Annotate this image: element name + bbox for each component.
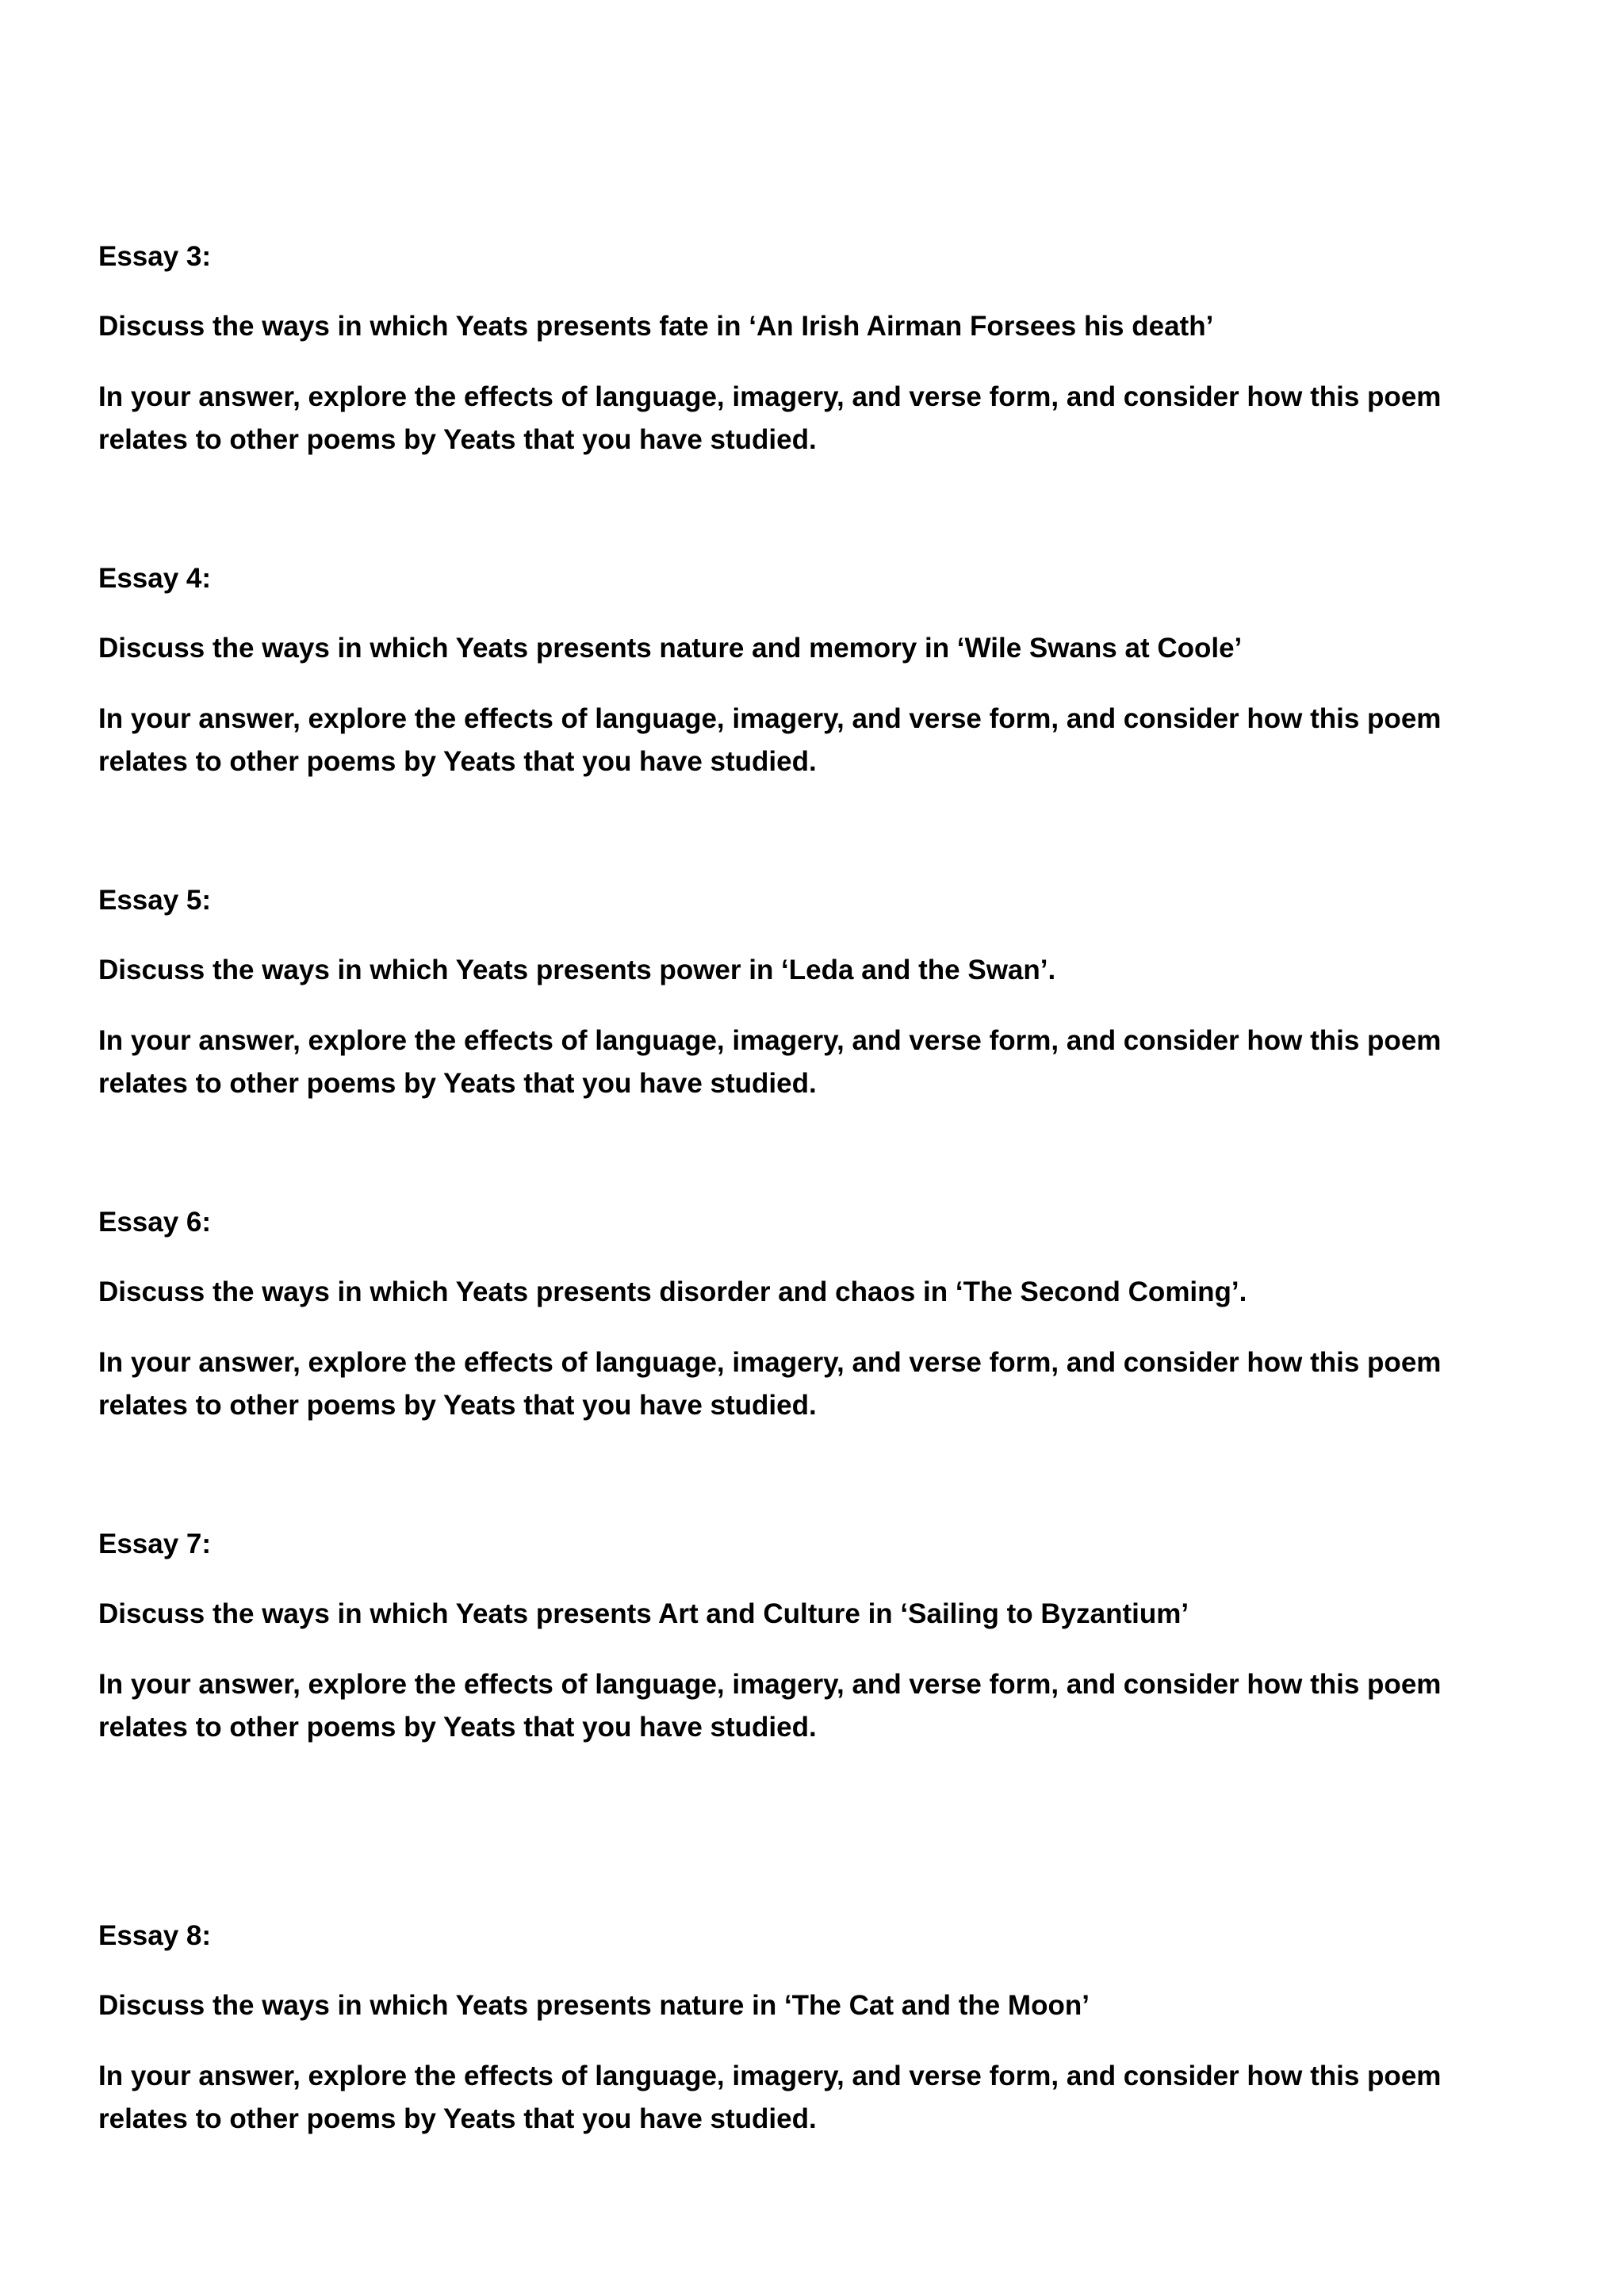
essay-heading: Essay 8:	[98, 1920, 212, 1951]
essay-question: Discuss the ways in which Yeats presents nature and memory in ‘Wile Swans at Coole’	[98, 633, 1243, 664]
essay-block-6	[98, 1202, 1526, 1427]
essay-block-8	[98, 1915, 1526, 2141]
essay-instruction: In your answer, explore the effects of language, imagery, and verse form, and consider how this poem relates to other poems by Yeats that you have studied.	[98, 1025, 1442, 1099]
essay-instruction: In your answer, explore the effects of language, imagery, and verse form, and consider how this poem relates to other poems by Yeats that you have studied.	[98, 381, 1442, 455]
essay-instruction: In your answer, explore the effects of language, imagery, and verse form, and consider how this poem relates to other poems by Yeats that you have studied.	[98, 2061, 1442, 2134]
essay-heading: Essay 5:	[98, 885, 212, 916]
essay-instruction: In your answer, explore the effects of language, imagery, and verse form, and consider how this poem relates to other poems by Yeats that you have studied.	[98, 1669, 1442, 1743]
essay-heading: Essay 7:	[98, 1529, 212, 1559]
essay-block-7	[98, 1524, 1526, 1749]
essay-heading: Essay 4:	[98, 563, 212, 594]
essay-instruction: In your answer, explore the effects of language, imagery, and verse form, and consider how this poem relates to other poems by Yeats that you have studied.	[98, 1347, 1442, 1421]
essay-heading: Essay 3:	[98, 241, 212, 272]
essay-block-5	[98, 880, 1526, 1105]
essay-block-4	[98, 558, 1526, 783]
essay-question: Discuss the ways in which Yeats presents power in ‘Leda and the Swan’.	[98, 955, 1056, 985]
essay-block-3	[98, 236, 1526, 461]
essay-question: Discuss the ways in which Yeats presents disorder and chaos in ‘The Second Coming’.	[98, 1276, 1247, 1307]
essay-question: Discuss the ways in which Yeats presents nature in ‘The Cat and the Moon’	[98, 1990, 1090, 2021]
essay-question: Discuss the ways in which Yeats presents Art and Culture in ‘Sailing to Byzantium’	[98, 1598, 1189, 1629]
essay-heading: Essay 6:	[98, 1207, 212, 1238]
essay-question: Discuss the ways in which Yeats presents fate in ‘An Irish Airman Forsees his death’	[98, 311, 1214, 342]
essay-instruction: In your answer, explore the effects of language, imagery, and verse form, and consider how this poem relates to other poems by Yeats that you have studied.	[98, 703, 1442, 777]
